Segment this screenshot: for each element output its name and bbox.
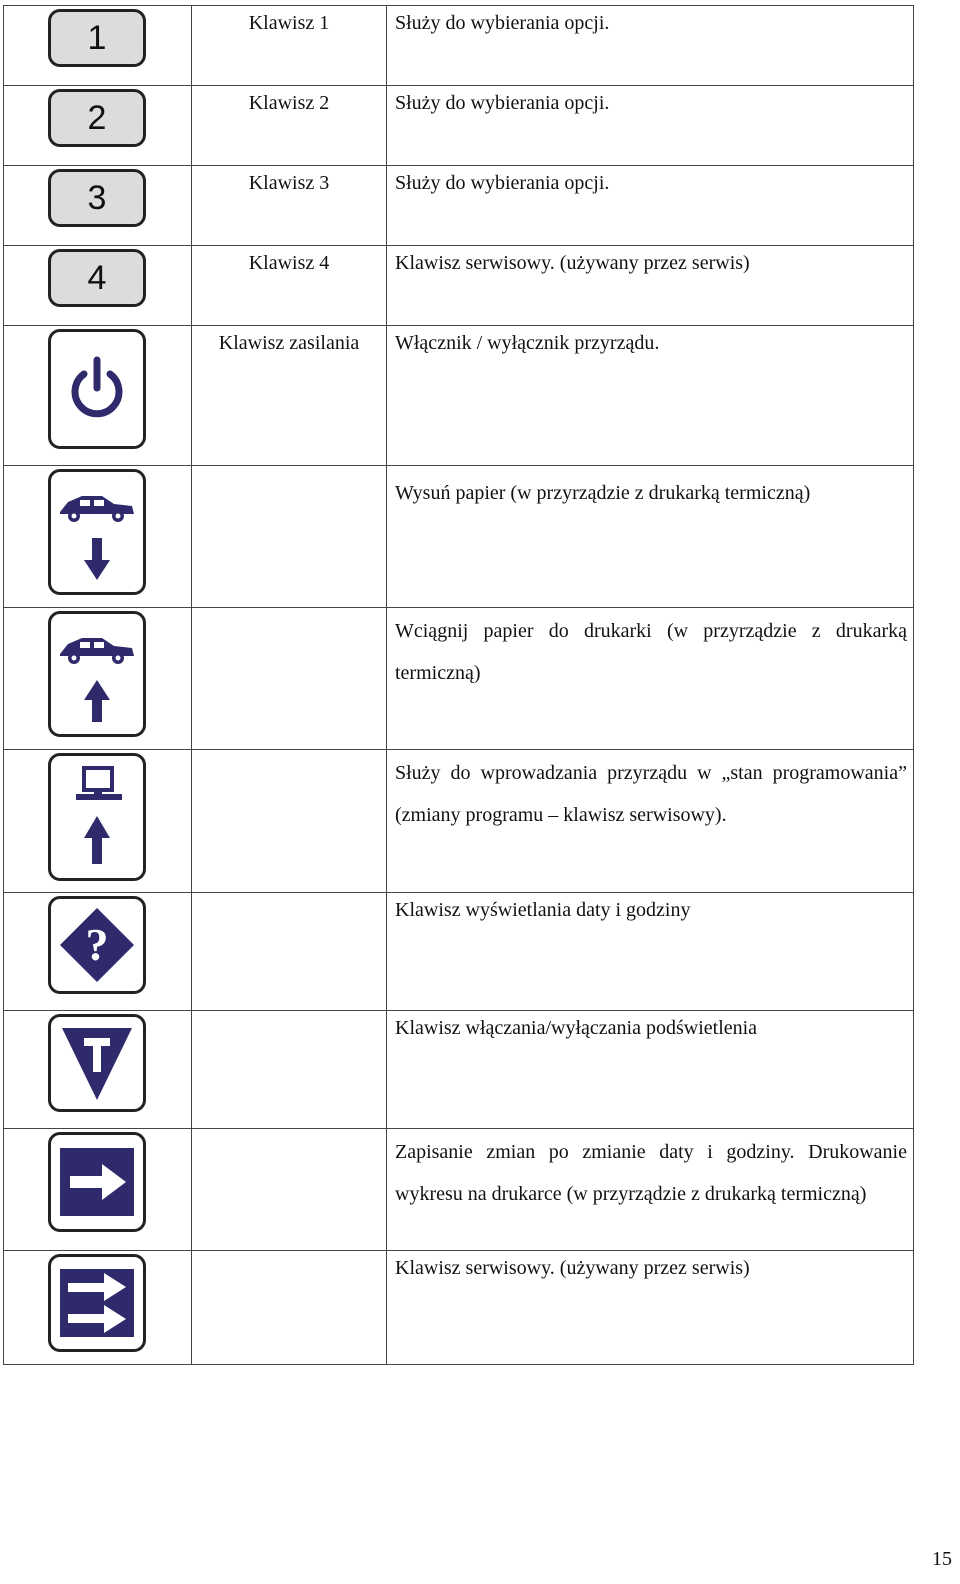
computer-arrow-up-icon — [48, 753, 146, 881]
key-3-icon — [48, 169, 146, 227]
icon-cell — [4, 608, 192, 750]
icon-cell — [4, 750, 192, 893]
table-row — [4, 1011, 914, 1129]
key-label: 2 — [87, 98, 107, 137]
table-row — [4, 893, 914, 1011]
key-name — [192, 893, 387, 1011]
table-row — [4, 246, 914, 326]
key-4-icon — [48, 249, 146, 307]
icon-cell — [4, 466, 192, 608]
key-label: 1 — [87, 18, 107, 57]
key-description: Klawisz wyświetlania daty i godziny — [387, 893, 914, 1011]
icon-cell — [4, 1011, 192, 1129]
keys-table — [3, 5, 914, 1365]
key-2-icon — [48, 89, 146, 147]
key-description: Klawisz serwisowy. (używany przez serwis) — [387, 246, 914, 326]
key-name — [192, 1129, 387, 1251]
key-name — [192, 750, 387, 893]
table-row — [4, 1129, 914, 1251]
key-description: Służy do wybierania opcji. — [387, 86, 914, 166]
icon-cell — [4, 86, 192, 166]
icon-cell — [4, 1251, 192, 1365]
key-1-icon — [48, 9, 146, 67]
icon-cell — [4, 6, 192, 86]
key-name: Klawisz 3 — [192, 166, 387, 246]
icon-cell — [4, 326, 192, 466]
triangle-t-icon — [48, 1014, 146, 1112]
table-row — [4, 466, 914, 608]
svg-text:?: ? — [85, 919, 109, 970]
key-description: Klawisz serwisowy. (używany przez serwis) — [387, 1251, 914, 1365]
key-description: Służy do wprowadzania przyrządu w „stan programowania” (zmiany programu – klawisz serwisowy). — [387, 750, 914, 893]
key-name — [192, 1011, 387, 1129]
table-row — [4, 86, 914, 166]
icon-cell — [4, 893, 192, 1011]
double-arrow-right-box-icon — [48, 1254, 146, 1352]
key-name — [192, 1251, 387, 1365]
table-row — [4, 166, 914, 246]
table-row — [4, 750, 914, 893]
key-description: Wciągnij papier do drukarki (w przyrządzie z drukarką termiczną) — [387, 608, 914, 750]
table-row — [4, 608, 914, 750]
car-arrow-down-icon — [48, 469, 146, 595]
power-icon — [48, 329, 146, 449]
icon-cell — [4, 166, 192, 246]
car-arrow-up-icon — [48, 611, 146, 737]
key-description: Służy do wybierania opcji. — [387, 166, 914, 246]
table-row — [4, 6, 914, 86]
table-row — [4, 1251, 914, 1365]
key-name: Klawisz 1 — [192, 6, 387, 86]
key-name: Klawisz 2 — [192, 86, 387, 166]
key-description: Zapisanie zmian po zmianie daty i godziny. Drukowanie wykresu na drukarce (w przyrządzie z drukarką termiczną) — [387, 1129, 914, 1251]
key-description: Włącznik / wyłącznik przyrządu. — [387, 326, 914, 466]
key-name — [192, 608, 387, 750]
page-number: 15 — [932, 1548, 952, 1570]
key-name: Klawisz zasilania — [192, 326, 387, 466]
arrow-right-box-icon — [48, 1132, 146, 1232]
table-row — [4, 326, 914, 466]
key-name — [192, 466, 387, 608]
key-label: 4 — [87, 258, 107, 297]
key-description: Służy do wybierania opcji. — [387, 6, 914, 86]
key-label: 3 — [87, 178, 107, 217]
icon-cell — [4, 246, 192, 326]
key-description: Wysuń papier (w przyrządzie z drukarką termiczną) — [387, 466, 914, 608]
key-description: Klawisz włączania/wyłączania podświetlenia — [387, 1011, 914, 1129]
question-diamond-icon — [48, 896, 146, 994]
key-name: Klawisz 4 — [192, 246, 387, 326]
icon-cell — [4, 1129, 192, 1251]
